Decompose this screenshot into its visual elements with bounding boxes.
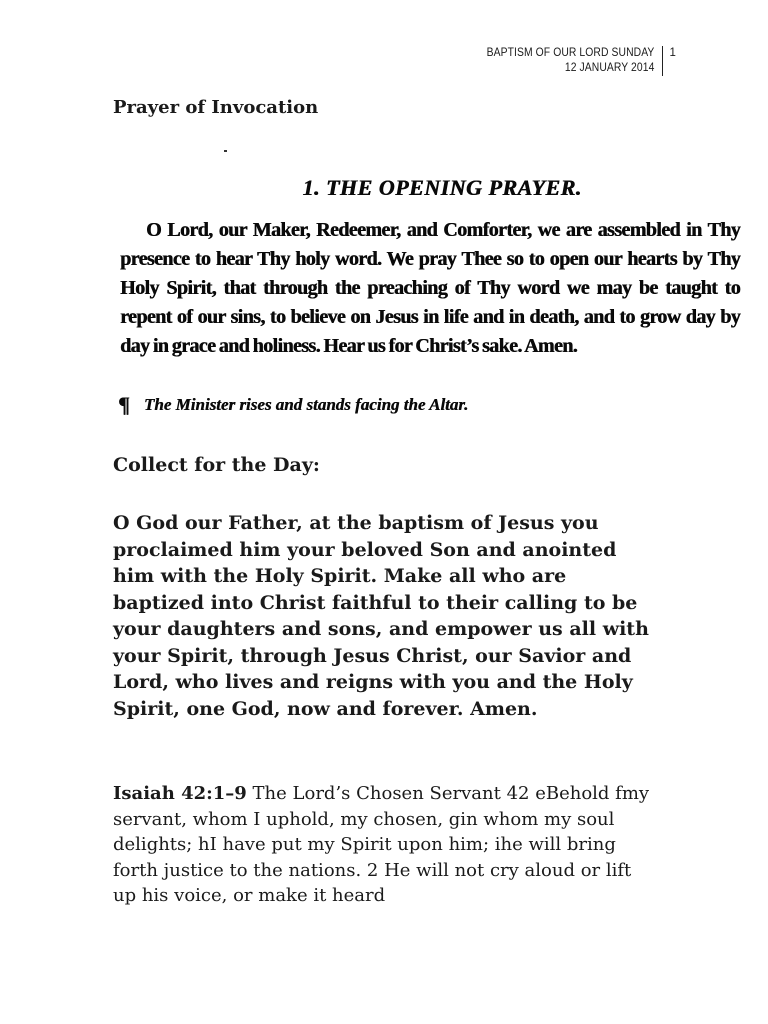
invocation-heading: Prayer of Invocation	[113, 97, 319, 118]
reading-reference: Isaiah 42:1–9	[113, 783, 247, 804]
reading-text: The Lord’s Chosen Servant 42 eBehold fmy servant, whom I uphold, my chosen, gin whom my soul delights; hI have put my Spirit upon him; ihe will bring forth justice to the nations. 2 He will not cry aloud or lift up his voice, or make it heard	[113, 783, 650, 906]
scan-speck	[224, 150, 227, 152]
page-number: 1	[669, 47, 676, 59]
scan-title: 1. THE OPENING PRAYER.	[302, 175, 582, 200]
header-date: 12 JANUARY 2014	[564, 62, 655, 74]
rubric-line	[118, 392, 738, 418]
header-title: BAPTISM OF OUR LORD SUNDAY	[486, 47, 655, 59]
collect-heading: Collect for the Day:	[113, 454, 320, 476]
pilcrow-icon: ¶	[118, 392, 130, 417]
rubric-text: The Minister rises and stands facing the Altar.	[143, 395, 469, 414]
first-reading	[113, 781, 658, 909]
running-header	[468, 46, 676, 76]
scanned-prayer-image	[112, 145, 742, 430]
header-text-block	[468, 46, 662, 76]
collect-text: O God our Father, at the baptism of Jesus you proclaimed him your beloved Son and anointed him with the Holy Spirit. Make all who are baptized into Christ faithful to their calling to be your daughters and sons, and empower us all with your Spirit, through Jesus Christ, our Savior and Lord, who lives and reigns with you and the Holy Spirit, one God, now and forever. Amen.	[113, 512, 649, 720]
opening-prayer-text: O Lord, our Maker, Redeemer, and Comforter, we are assembled in Thy presence to hear Thy holy word. We pray Thee so to open our hearts by Thy Holy Spirit, that through the preaching of Thy word we may be taught to repent of our sins, to believe on Jesus in life and in death, and to grow day by day in grace and holiness. Hear us for Christ’s sake. Amen.	[120, 219, 740, 357]
